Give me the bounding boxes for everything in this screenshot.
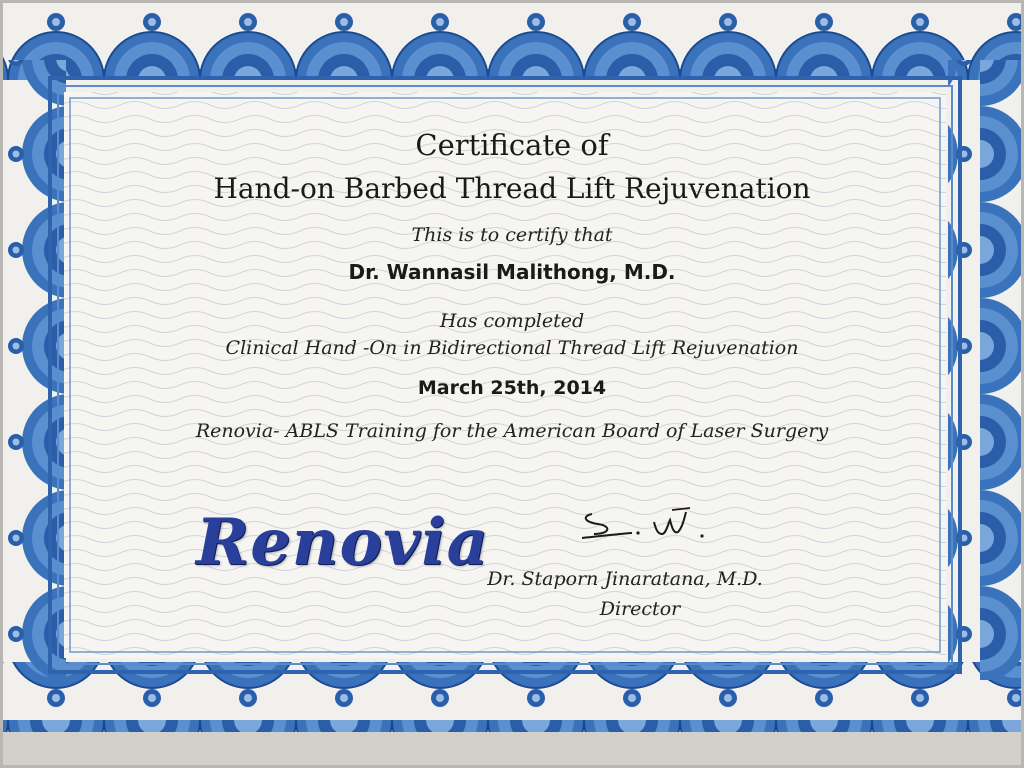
renovia-logo: Renovia [196,505,490,580]
signer-name: Dr. Staporn Jinaratana, M.D. [487,568,763,590]
signer-title: Director [599,598,681,620]
course-name: Clinical Hand -On in Bidirectional Thread Lift Rejuvenation [225,337,799,359]
certify-text: This is to certify that [411,224,613,246]
recipient-name: Dr. Wannasil Malithong, M.D. [348,260,676,284]
completed-text: Has completed [439,310,585,332]
certificate-subtitle: Hand-on Barbed Thread Lift Rejuvenation [213,172,811,205]
director-signature [572,500,722,550]
completion-date: March 25th, 2014 [417,377,607,399]
training-organization: Renovia- ABLS Training for the American Board of Laser Surgery [195,420,829,442]
certificate-title: Certificate of [415,128,609,162]
